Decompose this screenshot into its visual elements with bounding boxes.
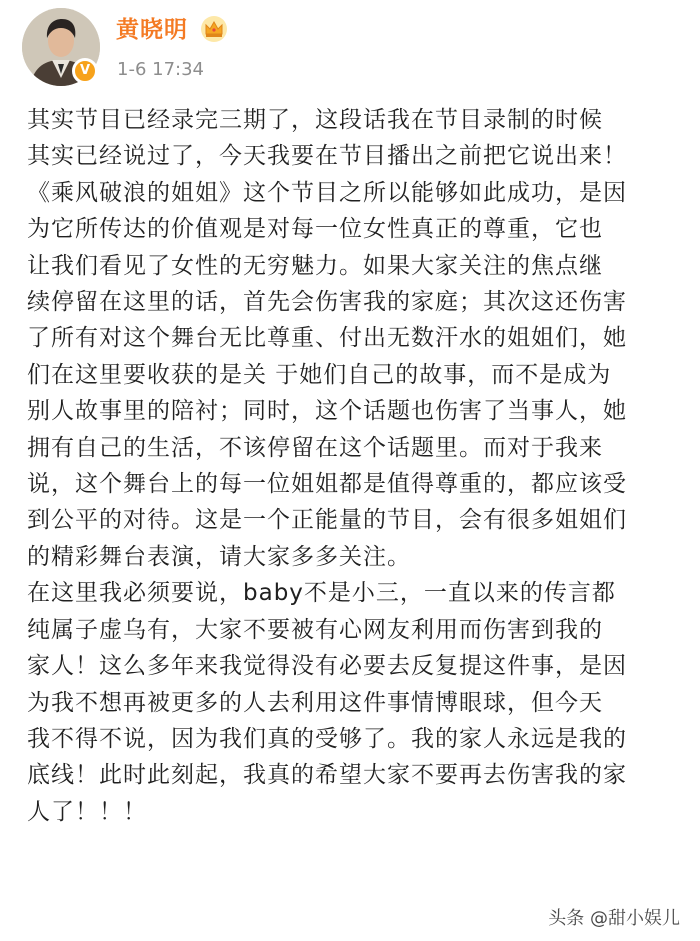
post-paragraph-2: 在这里我必须要说，baby不是小三，一直以来的传言都 纯属子虚乌有，大家不要被有心网友利用而伤害到我的 家人！这么多年来我觉得没有必要去反复提这件事，是因 为我不想再被更多的人去利用这件事情博眼球，但今天 我不得不说，因为我们真的受够了。我的家人永远是我的 底线！此时此刻起，我真的希望大家不要再去伤害我的家 人了！！！ — [27, 580, 627, 825]
post-paragraph-1: 其实节目已经录完三期了，这段话我在节目录制的时候 其实已经说过了，今天我要在节目播出之前把它说出来！ 《乘风破浪的姐姐》这个节目之所以能够如此成功，是因 为它所传达的价值观是对每一位女性真正的尊重，它也 让我们看见了女性的无穷魅力。如果大家关注的焦点继 续停留在这里的话，首先会伤害我的家庭；其次这还伤害 了所有对这个舞台无比尊重、付出无数汗水的姐姐们，她 们在这里要收获的是关 于她们自己的故事，而不是成为 别人故事里的陪衬；同时，这个话题也伤害了当事人，她 拥有自己的生活，不该停留在这个话题里。而对于我来 说，这个舞台上的每一位姐姐都是值得尊重的，都应该受 到公平的对待。这是一个正能量的节目，会有很多姐姐们 的精彩舞台表演，请大家多多关注。 — [27, 107, 627, 570]
crown-icon — [200, 15, 228, 43]
author-name[interactable]: 黄晓明 — [116, 17, 188, 43]
verified-badge-icon: V — [72, 58, 98, 84]
post-header — [0, 0, 700, 100]
post-timestamp: 1-6 17:34 — [117, 59, 204, 80]
post-body — [27, 102, 687, 830]
source-watermark: 头条 @甜小娱儿 — [548, 908, 680, 929]
